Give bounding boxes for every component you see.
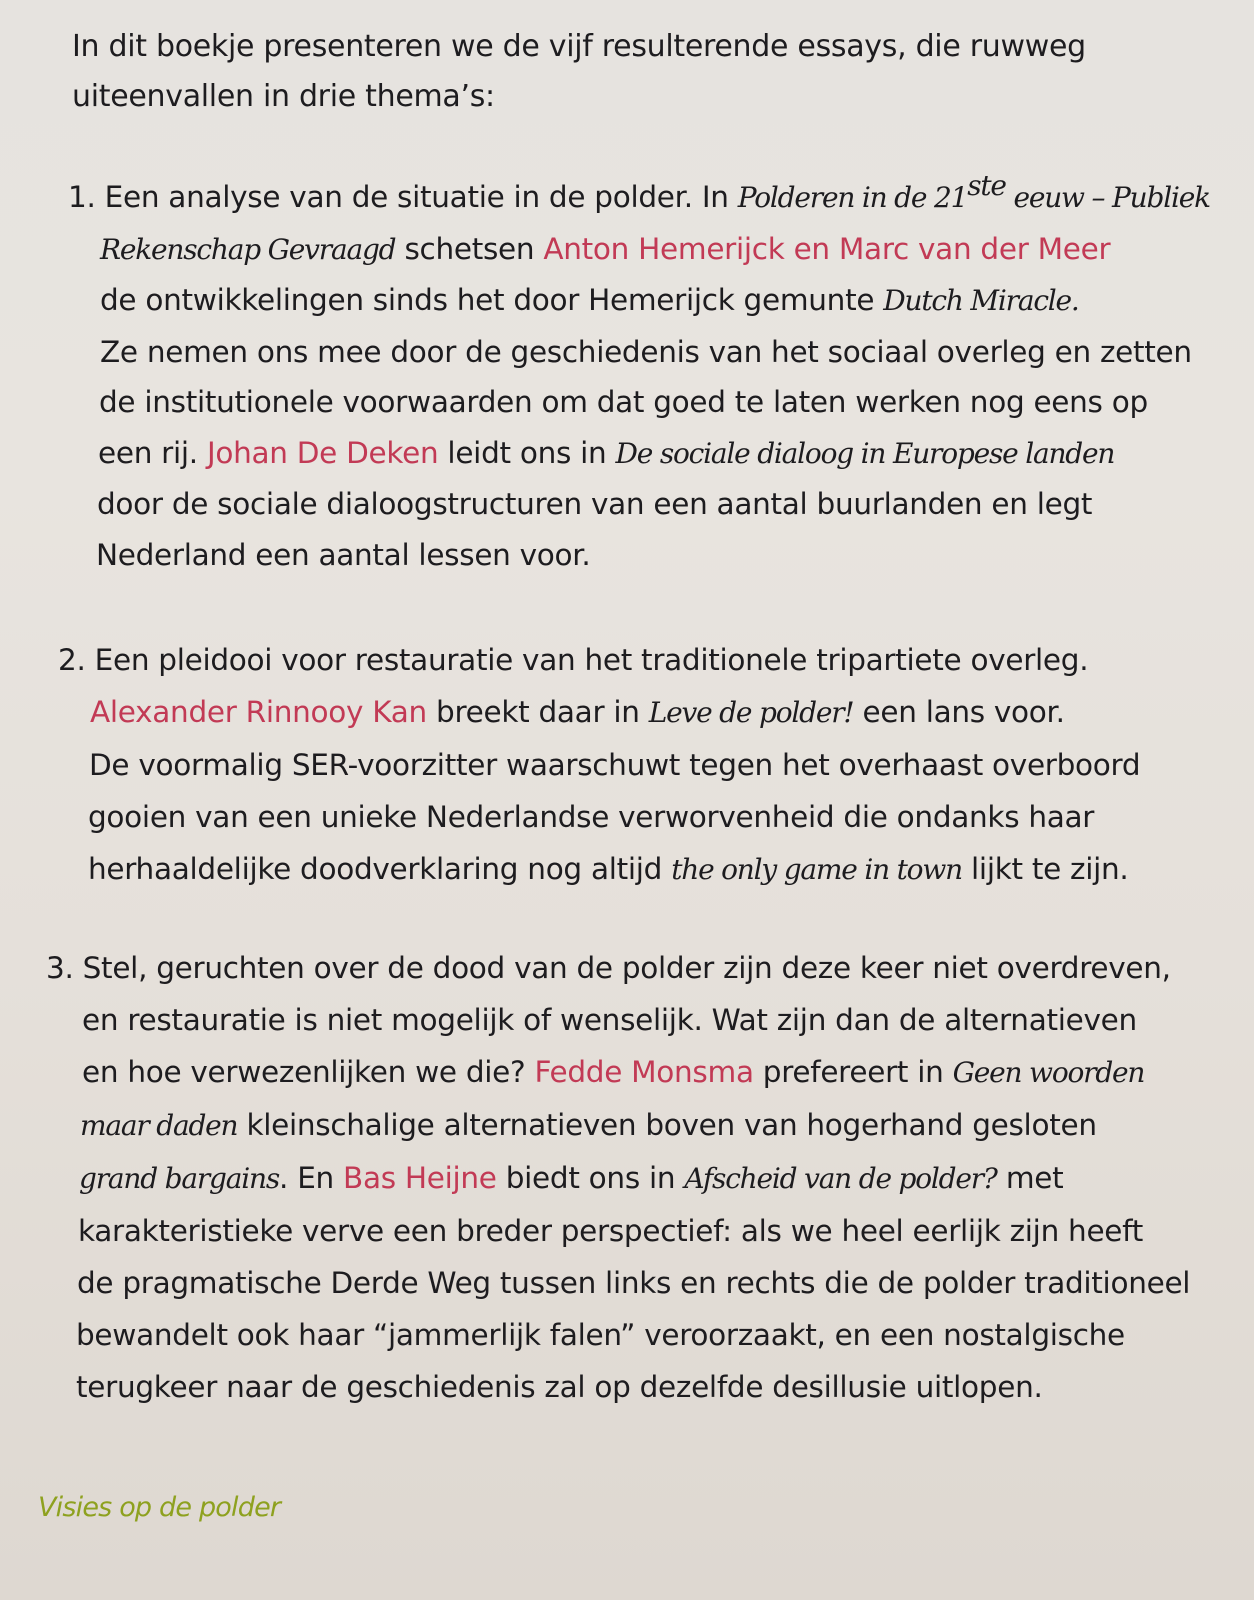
text-run: . En xyxy=(279,1161,344,1195)
text-run: Een pleidooi voor restauratie van het traditionele tripartiete overleg. xyxy=(94,643,1089,677)
essay-title: Polderen in de 21 xyxy=(737,181,968,214)
item1-line-3 xyxy=(68,275,1218,327)
intro-paragraph xyxy=(72,22,1172,122)
text-run: met xyxy=(996,1161,1064,1195)
essay-title: maar daden xyxy=(80,1109,238,1142)
item2-line-4: gooien van een unieke Nederlandse verworvenheid die ondanks haar xyxy=(88,800,1095,834)
item3-line-7: de pragmatische Derde Weg tussen links en rechts die de polder traditioneel xyxy=(77,1266,1191,1300)
intro-line: uiteenvallen in drie thema’s: xyxy=(72,79,495,114)
italic-term: grand bargains xyxy=(79,1162,280,1195)
text-run: prefereert in xyxy=(753,1055,953,1089)
item1-line-6 xyxy=(68,428,1218,480)
item2-line-3: De voormalig SER-voorzitter waarschuwt tegen het overhaast overboord xyxy=(89,748,1141,782)
essay-title: De sociale dialoog in Europese landen xyxy=(615,436,1115,470)
item3-line-5 xyxy=(46,1152,1196,1205)
item2-line-1 xyxy=(58,634,1208,686)
text-run: schetsen xyxy=(395,231,544,266)
italic-term: the only game in town xyxy=(671,853,962,886)
item3-line-4 xyxy=(46,1099,1196,1152)
author-name: Fedde Monsma xyxy=(534,1055,754,1089)
author-name: Anton Hemerijck en Marc van der Meer xyxy=(543,231,1111,266)
item-number: 1. xyxy=(68,180,96,214)
essay-title: Leve de polder! xyxy=(648,696,854,729)
page-footer-title: Visies op de polder xyxy=(38,1492,281,1523)
item3-line-6: karakteristieke verve een breder perspectief: als we heel eerlijk zijn heeft xyxy=(78,1214,1143,1248)
item3-line-1 xyxy=(46,942,1196,994)
item1-line-4: Ze nemen ons mee door de geschiedenis van het sociaal overleg en zetten xyxy=(100,334,1192,369)
text-run: herhaaldelijke doodverklaring nog altijd xyxy=(88,852,672,886)
italic-term: Dutch Miracle. xyxy=(883,284,1079,317)
text-run: een rij. xyxy=(98,435,207,470)
author-name: Bas Heijne xyxy=(343,1161,497,1195)
item3-line-2: en restauratie is niet mogelijk of wenselijk. Wat zijn dan de alternatieven xyxy=(82,1003,1137,1037)
text-run: Een analyse van de situatie in de polder. In xyxy=(104,180,738,214)
essay-title: eeuw – Publiek xyxy=(1005,181,1210,214)
text-run: lijkt te zijn. xyxy=(961,852,1129,886)
text-run: een lans voor. xyxy=(853,695,1065,729)
item-number: 3. xyxy=(46,951,74,985)
text-run: biedt ons in xyxy=(496,1161,685,1195)
text-run: de ontwikkelingen sinds het door Hemerijck gemunte xyxy=(100,283,884,317)
author-name: Alexander Rinnooy Kan xyxy=(90,695,427,729)
text-run: kleinschalige alternatieven boven van hogerhand gesloten xyxy=(237,1108,1097,1142)
essay-title: Rekenschap Gevraagd xyxy=(100,232,396,266)
item1-line-1 xyxy=(68,169,1218,224)
item1-line-2 xyxy=(68,224,1218,276)
list-item-3 xyxy=(46,942,1196,1413)
item-number: 2. xyxy=(58,643,86,677)
text-run: leidt ons in xyxy=(438,435,616,470)
superscript: ste xyxy=(967,169,1006,202)
list-item-2 xyxy=(58,634,1208,896)
item3-line-9: terugkeer naar de geschiedenis zal op dezelfde desillusie uitlopen. xyxy=(76,1370,1043,1404)
text-run: breekt daar in xyxy=(426,695,649,729)
intro-line: In dit boekje presenteren we de vijf resulterende essays, die ruwweg xyxy=(72,29,1086,64)
list-item-1 xyxy=(68,169,1218,580)
item2-line-5 xyxy=(58,843,1208,896)
text-run: en hoe verwezenlijken we die? xyxy=(82,1055,535,1089)
item3-line-3 xyxy=(46,1046,1196,1099)
text-run: Stel, geruchten over de dood van de polder zijn deze keer niet overdreven, xyxy=(82,951,1171,985)
item3-line-8: bewandelt ook haar “jammerlijk falen” veroorzaakt, en een nostalgische xyxy=(76,1318,1125,1352)
essay-title: Geen woorden xyxy=(952,1056,1145,1089)
author-name: Johan De Deken xyxy=(206,435,439,470)
item2-line-2 xyxy=(58,686,1208,739)
essay-title: Afscheid van de polder? xyxy=(684,1162,997,1195)
item1-line-7: door de sociale dialoogstructuren van een aantal buurlanden en legt xyxy=(97,487,1093,521)
item1-line-5: de institutionele voorwaarden om dat goed te laten werken nog eens op xyxy=(99,385,1148,419)
item1-line-8: Nederland een aantal lessen voor. xyxy=(96,537,591,572)
